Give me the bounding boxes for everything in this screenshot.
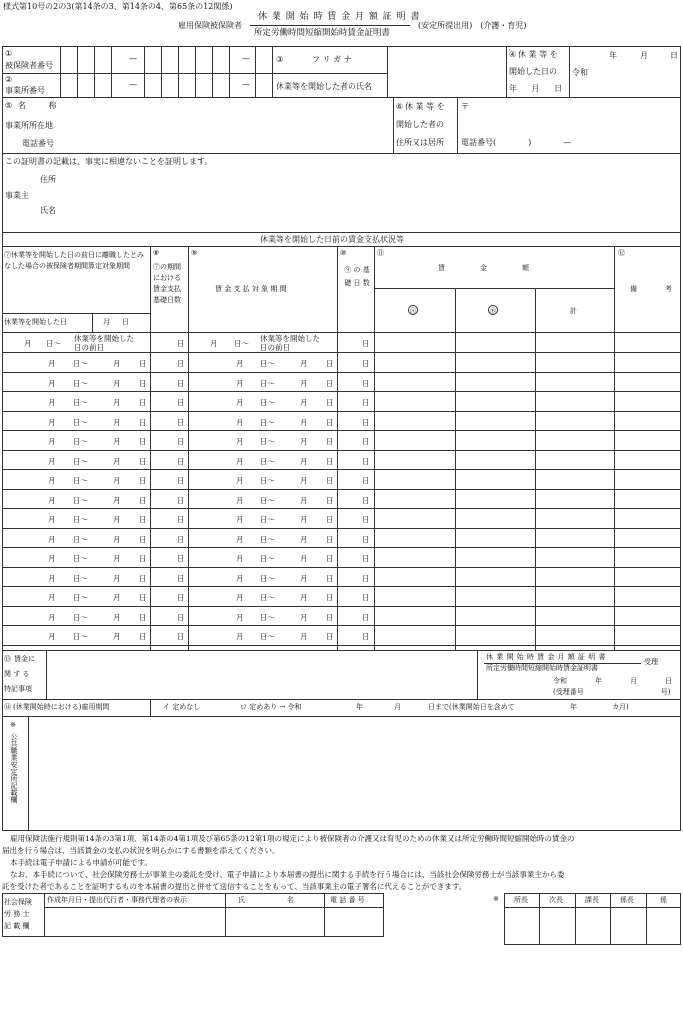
wage-row-m2: 月 (300, 515, 308, 524)
wage-row-m1: 月 (48, 593, 56, 602)
col12-num: ⑫ (618, 249, 625, 257)
wage-row-d1: 日～ (73, 417, 88, 427)
wage-row-m1: 月 (236, 554, 244, 563)
certification-statement: この証明書の記載は、事実に相違ないことを証明します。 (5, 157, 213, 166)
office-use-label: 公共職業安定所記載欄 (10, 733, 18, 803)
employer-name-label: 氏名 (40, 206, 56, 215)
labor-label-2: 労 務 士 (4, 910, 30, 918)
wage-row-d1: 日～ (73, 515, 88, 524)
insured-no-num: ① (5, 49, 13, 58)
wage-row-days: 日 (362, 632, 370, 641)
wage-row-m2: 月 (300, 417, 308, 427)
wage-row-m2: 月 (113, 534, 121, 544)
wage-row-days: 日 (362, 398, 370, 407)
wage-row-m1: 月 (236, 593, 244, 602)
office-no-dash-1: — (129, 80, 137, 89)
office-info-field[interactable] (62, 98, 392, 153)
special-received: 受理 (644, 658, 658, 666)
wage-row-days: 日 (362, 612, 370, 622)
wage-row-d2: 日 (326, 495, 334, 505)
employment-year: 年 (356, 703, 363, 711)
wage-row-days: 日 (362, 456, 370, 466)
employment-option-b[interactable]: ロ 定めあり → 令和 (240, 703, 302, 711)
office-no-label: 事業所番号 (5, 86, 45, 95)
wage-row-m2: 月 (113, 359, 121, 368)
wage-amount-field[interactable] (375, 626, 613, 645)
wage-row-d1: 日～ (73, 573, 88, 583)
wage-amount-field[interactable] (375, 353, 613, 372)
wage-row-m2: 月 (300, 554, 308, 563)
col7-footer-label: 休業等を開始した日 (4, 318, 67, 326)
wage-row-d1: 日～ (260, 456, 275, 466)
special-reiwa-date: 令和 年 月 日 (553, 677, 672, 685)
wage-row-d1: 日～ (260, 612, 275, 622)
note-line-2: 届出を行う場合は、当該賃金の支払の状況を明らかにする書類を添えてください。 (2, 846, 280, 855)
wage-row-d2: 日 (326, 476, 334, 485)
wage-row-divider (2, 645, 681, 646)
wage-row-d1: 日～ (73, 534, 88, 544)
wage-row-d1: 日～ (73, 554, 88, 563)
wage-row-m1: 月 (48, 534, 56, 544)
wage-row-d2: 日 (139, 534, 147, 544)
approval-mark: ※ (493, 895, 499, 903)
labor-phone-field[interactable] (325, 908, 383, 936)
wage-row-m1: 月 (236, 359, 244, 368)
wage-row-d1: 日～ (260, 398, 275, 407)
wage-row-d1: 日～ (260, 417, 275, 427)
wage-row-m2: 月 (113, 378, 121, 388)
col9-num: ⑨ (191, 249, 198, 257)
wage-row-m1: 月 (236, 573, 244, 583)
wage-row-d1: 日～ (260, 495, 275, 505)
wage-amount-field[interactable] (375, 392, 613, 411)
wage-row-m1: 月 (236, 378, 244, 388)
person-name-label: 休業等を開始した者の氏名 (276, 82, 372, 91)
col11-text: 賃 金 額 (438, 264, 529, 272)
furigana-field[interactable] (388, 47, 506, 73)
wage-row-days: 日 (177, 398, 185, 407)
wage-amount-field[interactable] (375, 451, 613, 470)
first-row-prev-day-1: 休業等を開始した (74, 334, 134, 343)
wage-row-days: 日 (362, 476, 370, 485)
employer-label: 事業主 (5, 191, 29, 200)
wage-row-days: 日 (362, 573, 370, 583)
wage-row-m1: 月 (48, 495, 56, 505)
special-receipt-no: (受理番号 号) (553, 688, 671, 696)
approval-col-director: 所長 (514, 896, 528, 904)
office-name-label: 名 称 (18, 101, 67, 110)
wage-row-m2: 月 (113, 632, 121, 641)
wage-row-days: 日 (177, 495, 185, 505)
wage-amount-field[interactable] (375, 587, 613, 606)
wage-row-days: 日 (362, 495, 370, 505)
wage-row-m2: 月 (113, 417, 121, 427)
wage-row-m2: 月 (300, 437, 308, 446)
wage-row-days: 日 (177, 456, 185, 466)
start-date-label-2: 開始した日の (509, 67, 557, 76)
wage-row-d1: 日～ (260, 593, 275, 602)
wage-row-m2: 月 (300, 456, 308, 466)
wage-row-days: 日 (177, 554, 185, 563)
wage-amount-field[interactable] (375, 607, 613, 626)
wage-row-days: 日 (362, 515, 370, 524)
labor-name-field[interactable] (226, 908, 323, 936)
col7-footer-day: 日 (122, 318, 129, 326)
wage-row-m1: 月 (48, 573, 56, 583)
residence-label-2: 開始した者の (396, 120, 444, 129)
wage-row-d2: 日 (326, 554, 334, 563)
start-date-label-1: 休 業 等 を (518, 50, 558, 59)
form-title-sub: 所定労働時間短縮開始時賃金証明書 (254, 28, 391, 38)
wage-row-m2: 月 (300, 476, 308, 485)
wage-row-m1: 月 (48, 612, 56, 622)
labor-col2: 氏 名 (238, 896, 294, 904)
residence-label-1: 休 業 等 を (405, 102, 445, 111)
wage-row-days: 日 (362, 417, 370, 427)
employer-info-field[interactable] (60, 170, 460, 220)
wage-row-d2: 日 (139, 573, 147, 583)
wage-row-m1: 月 (48, 398, 56, 407)
col11-total: 計 (570, 307, 577, 315)
wage-row-m2: 月 (113, 593, 121, 602)
furigana-label: フ リ ガ ナ (312, 55, 352, 64)
wage-row-d2: 日 (326, 378, 334, 388)
wage-row-m1: 月 (236, 398, 244, 407)
wage-row-m1: 月 (236, 456, 244, 466)
wage-row-d2: 日 (326, 534, 334, 544)
wage-row-d2: 日 (139, 554, 147, 563)
wage-row-m2: 月 (300, 495, 308, 505)
wage-row-days: 日 (362, 554, 370, 563)
first-row-base-days: 日 (362, 339, 370, 348)
employment-period-num: ⑭ (4, 703, 11, 711)
special-items-num: ⑬ (4, 655, 11, 663)
wage-row-d2: 日 (326, 398, 334, 407)
wage-row-d1: 日～ (260, 378, 275, 388)
wage-row-days: 日 (177, 534, 185, 544)
note-line-1: 雇用保険法施行規則第14条の3第1項、第14条の4第1項及び第65条の12第1項の規定により被保険者の介護又は育児のための休業又は所定労働時間短縮開始時の賃金の (10, 834, 575, 843)
wage-row-d1: 日～ (260, 573, 275, 583)
person-name-field[interactable] (388, 74, 506, 97)
wage-row-m1: 月 (236, 437, 244, 446)
first-row-p-day-range: 日～ (234, 339, 249, 348)
special-cert-line2: 所定労働時間短縮開始時賃金証明書 (486, 664, 598, 672)
wage-row-m1: 月 (48, 476, 56, 485)
wage-amount-field[interactable] (375, 373, 613, 392)
wage-row-days: 日 (177, 593, 185, 602)
wage-row-d1: 日～ (73, 378, 88, 388)
wage-row-d1: 日～ (73, 612, 88, 622)
wage-row-days: 日 (362, 359, 370, 368)
wage-row-d1: 日～ (260, 359, 275, 368)
wage-row-d2: 日 (139, 515, 147, 524)
wage-row-d1: 日～ (73, 359, 88, 368)
wage-row-days: 日 (177, 612, 185, 622)
wage-row-m2: 月 (113, 612, 121, 622)
wage-row-d2: 日 (326, 515, 334, 524)
wage-row-days: 日 (177, 378, 185, 388)
col8-text: ⑦の期間における賃金支払基礎日数 (153, 263, 181, 304)
start-date-year: 年 (609, 51, 617, 60)
wage-row-d2: 日 (139, 476, 147, 485)
insured-no-dash-1: — (129, 54, 137, 63)
first-row-p-prev-day-2: 日の前日 (260, 343, 290, 352)
residence-num: ⑥ (396, 102, 404, 111)
residence-postal-mark: 〒 (461, 102, 469, 111)
residence-phone: 電話番号( ) — (461, 138, 572, 147)
office-address-label: 事業所所在地 (5, 121, 53, 130)
wage-row-days: 日 (177, 632, 185, 641)
wage-row-d2: 日 (139, 417, 147, 427)
wage-section-title: 休業等を開始した日前の賃金支払状況等 (260, 235, 404, 244)
wage-row-m1: 月 (48, 554, 56, 563)
col10-text: ⑨ の 基 礎 日 数 (344, 266, 370, 287)
wage-row-d1: 日～ (260, 515, 275, 524)
wage-row-d2: 日 (326, 632, 334, 641)
col12-text: 備 考 (630, 285, 672, 293)
special-items-field[interactable] (47, 651, 475, 699)
special-items-label-3: 特記事項 (4, 685, 32, 693)
wage-row-m2: 月 (113, 515, 121, 524)
wage-row-days: 日 (177, 476, 185, 485)
wage-row-d1: 日～ (260, 554, 275, 563)
wage-row-d1: 日～ (73, 437, 88, 446)
first-row-prev-day-2: 日の前日 (74, 343, 104, 352)
wage-row-m2: 月 (113, 437, 121, 446)
office-no-num: ② (5, 75, 13, 84)
wage-row-days: 日 (362, 437, 370, 446)
wage-amount-field[interactable] (375, 490, 613, 509)
start-date-num: ④ (509, 50, 517, 59)
wage-row-d1: 日～ (260, 476, 275, 485)
wage-amount-field[interactable] (375, 509, 613, 528)
wage-row-m1: 月 (236, 612, 244, 622)
wage-row-m1: 月 (236, 534, 244, 544)
note-line-4: なお、本手続について、社会保険労務士が事業主の委託を受け、電子申請により本届書の提出に関する手続を行う場合には、当該社会保険労務士が当該事業主から委 (10, 870, 565, 879)
wage-row-d2: 日 (139, 378, 147, 388)
note-line-3: 本手続は電子申請による申請が可能です。 (10, 858, 152, 867)
wage-row-m2: 月 (300, 359, 308, 368)
wage-row-m2: 月 (300, 593, 308, 602)
wage-row-m2: 月 (113, 398, 121, 407)
form-title-main: 休 業 開 始 時 賃 金 月 額 証 明 書 (258, 12, 421, 22)
wage-row-d1: 日～ (73, 476, 88, 485)
office-no-dash-2: — (242, 80, 250, 89)
wage-row-d1: 日～ (73, 456, 88, 466)
wage-row-d2: 日 (326, 612, 334, 622)
insured-no-dash-2: — (242, 54, 250, 63)
wage-row-d1: 日～ (73, 398, 88, 407)
wage-row-days: 日 (177, 573, 185, 583)
insured-no-label: 被保険者番号 (5, 61, 53, 70)
wage-row-m1: 月 (48, 378, 56, 388)
wage-row-m1: 月 (48, 632, 56, 641)
office-use-field[interactable] (29, 717, 679, 830)
residence-address-field[interactable] (470, 100, 675, 134)
col10-num: ⑩ (340, 249, 347, 257)
wage-row-d2: 日 (139, 593, 147, 602)
wage-row-days: 日 (362, 593, 370, 602)
wage-row-m2: 月 (300, 534, 308, 544)
approval-col-subsection-chief: 係長 (620, 896, 634, 904)
office-use-mark: ※ (10, 721, 16, 729)
wage-row-d2: 日 (139, 495, 147, 505)
wage-row-m1: 月 (48, 515, 56, 524)
labor-col3: 電 話 番 号 (330, 896, 365, 904)
wage-row-d1: 日～ (260, 534, 275, 544)
wage-row-d1: 日～ (260, 632, 275, 641)
wage-row-d2: 日 (139, 359, 147, 368)
wage-row-m2: 月 (113, 495, 121, 505)
wage-row-m1: 月 (48, 417, 56, 427)
wage-row-m1: 月 (48, 456, 56, 466)
first-row-days: 日 (177, 339, 185, 348)
approval-col-section-chief: 課長 (585, 896, 599, 904)
wage-row-d2: 日 (139, 612, 147, 622)
start-date-era: 令和 (572, 68, 588, 77)
wage-row-m1: 月 (236, 495, 244, 505)
wage-row-m1: 月 (236, 476, 244, 485)
approval-col-deputy: 次長 (549, 896, 563, 904)
wage-amount-field[interactable] (375, 470, 613, 489)
col11-a: Ⓐ (409, 307, 417, 315)
first-row-p-month: 月 (210, 339, 218, 348)
residence-label-3: 住所又は居所 (396, 138, 444, 147)
wage-row-m2: 月 (113, 554, 121, 563)
wage-row-m2: 月 (300, 378, 308, 388)
first-row-month: 月 (24, 339, 32, 348)
wage-row-d2: 日 (326, 456, 334, 466)
col9-text: 賃 金 支 払 対 象 期 間 (215, 285, 287, 293)
wage-row-d2: 日 (326, 437, 334, 446)
wage-row-m1: 月 (236, 417, 244, 427)
col7-footer-month: 月 (103, 318, 110, 326)
wage-row-days: 日 (177, 359, 185, 368)
wage-row-m1: 月 (236, 515, 244, 524)
labor-label-1: 社会保険 (4, 898, 32, 906)
wage-row-m1: 月 (48, 359, 56, 368)
wage-amount-field[interactable] (375, 529, 613, 548)
approval-col-staff: 係 (660, 896, 667, 904)
special-items-label-1: 賃金に (14, 655, 35, 663)
labor-date-field[interactable] (45, 908, 224, 936)
col8-num: ⑧ (153, 249, 160, 257)
employer-address-label: 住所 (40, 175, 56, 184)
wage-row-days: 日 (177, 437, 185, 446)
wage-row-days: 日 (362, 534, 370, 544)
wage-row-d1: 日～ (73, 632, 88, 641)
wage-row-m2: 月 (300, 398, 308, 407)
wage-row-m2: 月 (300, 573, 308, 583)
employment-option-a[interactable]: イ 定めなし (163, 703, 201, 711)
labor-label-3: 記 載 欄 (4, 922, 30, 930)
wage-row-m2: 月 (113, 456, 121, 466)
wage-amount-field[interactable] (375, 431, 613, 450)
wage-row-d1: 日～ (73, 593, 88, 602)
wage-row-d1: 日～ (73, 495, 88, 505)
form-reference: 様式第10号の2の3(第14条の3、第14条の4、第65条の12関係) (3, 2, 233, 11)
employment-month: 月 (394, 703, 401, 711)
start-date-label-3: 年 月 日 (509, 84, 569, 93)
start-date-day: 日 (670, 51, 678, 60)
wage-row-days: 日 (177, 515, 185, 524)
wage-row-d2: 日 (326, 359, 334, 368)
wage-row-d1: 日～ (260, 437, 275, 446)
wage-row-days: 日 (362, 378, 370, 388)
wage-row-m2: 月 (113, 573, 121, 583)
col11-num: ⑪ (377, 249, 384, 257)
labor-col1: 作成年月日・提出代行者・事務代理者の表示 (47, 896, 187, 904)
wage-row-days: 日 (177, 417, 185, 427)
wage-row-m1: 月 (236, 632, 244, 641)
start-date-month: 月 (640, 51, 648, 60)
wage-row-d2: 日 (139, 632, 147, 641)
first-row-day-range: 日～ (46, 339, 61, 348)
employment-period-label: (休業開始時における)雇用期間 (13, 703, 110, 711)
wage-row-d2: 日 (139, 456, 147, 466)
wage-row-m1: 月 (48, 437, 56, 446)
wage-row-d2: 日 (139, 398, 147, 407)
wage-row-d2: 日 (326, 593, 334, 602)
note-line-5: 託を受けた者であることを証明するものを本届書の提出と併せて送信することをもって、当該事業主の電子署名に代えることができます。 (2, 882, 467, 891)
wage-row-d2: 日 (326, 417, 334, 427)
wage-amount-field[interactable] (375, 548, 613, 567)
form-suffix: (安定所提出用) (介護・育児) (418, 21, 527, 30)
special-items-label-2: 関 す る (4, 670, 30, 678)
employment-until: 日まで(休業開始日を含めて (428, 703, 515, 711)
wage-amount-field[interactable] (375, 412, 613, 431)
first-row-p-prev-day-1: 休業等を開始した (260, 334, 320, 343)
col7-header: ⑦休業等を開始した日の前日に離職したとみなした場合の被保険者期間算定対象期間 (4, 251, 144, 270)
employment-months: 年 カ月) (570, 703, 629, 711)
wage-row-m2: 月 (300, 632, 308, 641)
office-name-num: ⑤ (5, 101, 13, 110)
col11-b: Ⓑ (489, 307, 497, 315)
form-prefix: 雇用保険被保険者 (178, 21, 242, 30)
wage-row-m2: 月 (113, 476, 121, 485)
furigana-num: ③ (276, 55, 284, 64)
wage-row-d2: 日 (139, 437, 147, 446)
special-cert-line1: 休 業 開 始 時 賃 金 月 額 証 明 書 (486, 653, 606, 661)
wage-row-m2: 月 (300, 612, 308, 622)
wage-amount-field[interactable] (375, 568, 613, 587)
office-phone-label: 電話番号 (22, 139, 54, 148)
wage-row-d2: 日 (326, 573, 334, 583)
